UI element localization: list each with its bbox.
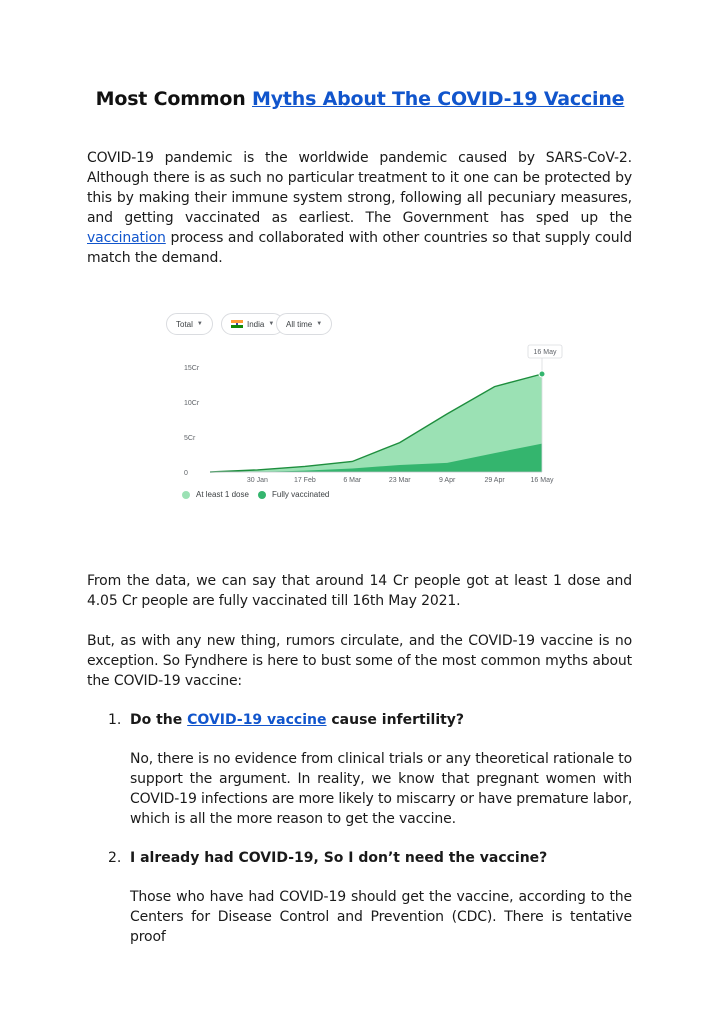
x-tick-label: 6 Mar xyxy=(343,477,362,484)
legend-swatch-full xyxy=(258,491,266,499)
x-tick-label: 29 Apr xyxy=(484,477,505,484)
vaccination-link[interactable]: vaccination xyxy=(87,230,166,246)
chart-plot xyxy=(160,305,570,490)
title-prefix: Most Common xyxy=(95,88,252,110)
data-summary-paragraph: From the data, we can say that around 14 Cr people got at least 1 dose and 4.05 Cr people are fully vaccinated till 16th May 2021. xyxy=(87,573,632,609)
data-point-dose1 xyxy=(539,371,545,377)
y-tick-label: 15Cr xyxy=(184,365,200,372)
y-tick-label: 0 xyxy=(184,470,188,477)
intro-text-1: COVID-19 pandemic is the worldwide pandemic caused by SARS-CoV-2. Although there is as such no particular treatment to it one can be protected by this by making their immune system strong, following all pecuniary measures, and getting vaccinated as earliest. The Government has sped up the xyxy=(87,150,632,226)
legend-item-dose1 xyxy=(182,490,249,499)
x-tick-label: 9 Apr xyxy=(438,477,456,484)
y-tick-label: 10Cr xyxy=(184,400,200,407)
covid-vaccine-link[interactable]: COVID-19 vaccine xyxy=(187,712,327,728)
answer-1-paragraph: No, there is no evidence from clinical trials or any theoretical rationale to support the argument. In reality, we know that pregnant women with COVID-19 infections are more likely to miscarry or have premature labor, which is all the more reason to get the vaccine. xyxy=(130,751,632,827)
x-tick-label: 16 May xyxy=(530,477,554,484)
country-label: India xyxy=(247,319,265,329)
list-number-2: 2. xyxy=(108,850,122,866)
myths-intro-paragraph: But, as with any new thing, rumors circulate, and the COVID-19 vaccine is no exception. So Fyndhere is here to bust some of the most common myths about the COVID-19 vaccine: xyxy=(87,633,632,689)
x-tick-label: 30 Jan xyxy=(246,477,268,484)
question-1-heading xyxy=(130,710,464,730)
tooltip-label: 16 May xyxy=(533,349,557,356)
vaccination-chart xyxy=(160,305,570,515)
legend-label-full: Fully vaccinated xyxy=(272,490,330,499)
chevron-down-icon: ▼ xyxy=(316,321,323,327)
legend-swatch-dose1 xyxy=(182,491,190,499)
x-tick-label: 23 Mar xyxy=(388,477,411,484)
list-number-1: 1. xyxy=(108,712,122,728)
metric-label: Total xyxy=(176,319,193,329)
intro-text-2: process and collaborated with other countries so that supply could match the demand. xyxy=(87,230,632,266)
title-link[interactable]: Myths About The COVID-19 Vaccine xyxy=(252,88,625,110)
q1-prefix: Do the xyxy=(130,712,188,728)
intro-paragraph xyxy=(87,148,632,268)
y-tick-label: 5Cr xyxy=(184,435,196,442)
chevron-down-icon: ▼ xyxy=(196,321,203,327)
legend-label-dose1: At least 1 dose xyxy=(196,490,249,499)
x-tick-label: 17 Feb xyxy=(293,477,316,484)
legend-item-full xyxy=(258,490,329,499)
question-2-heading: I already had COVID-19, So I don’t need the vaccine? xyxy=(130,850,548,866)
q1-suffix: cause infertility? xyxy=(326,712,465,728)
range-label: All time xyxy=(286,319,313,329)
page-title xyxy=(0,88,720,110)
chevron-down-icon: ▼ xyxy=(268,321,275,327)
answer-2-paragraph: Those who have had COVID-19 should get the vaccine, according to the Centers for Disease Control and Prevention (CDC). There is tentative proof xyxy=(130,889,632,945)
